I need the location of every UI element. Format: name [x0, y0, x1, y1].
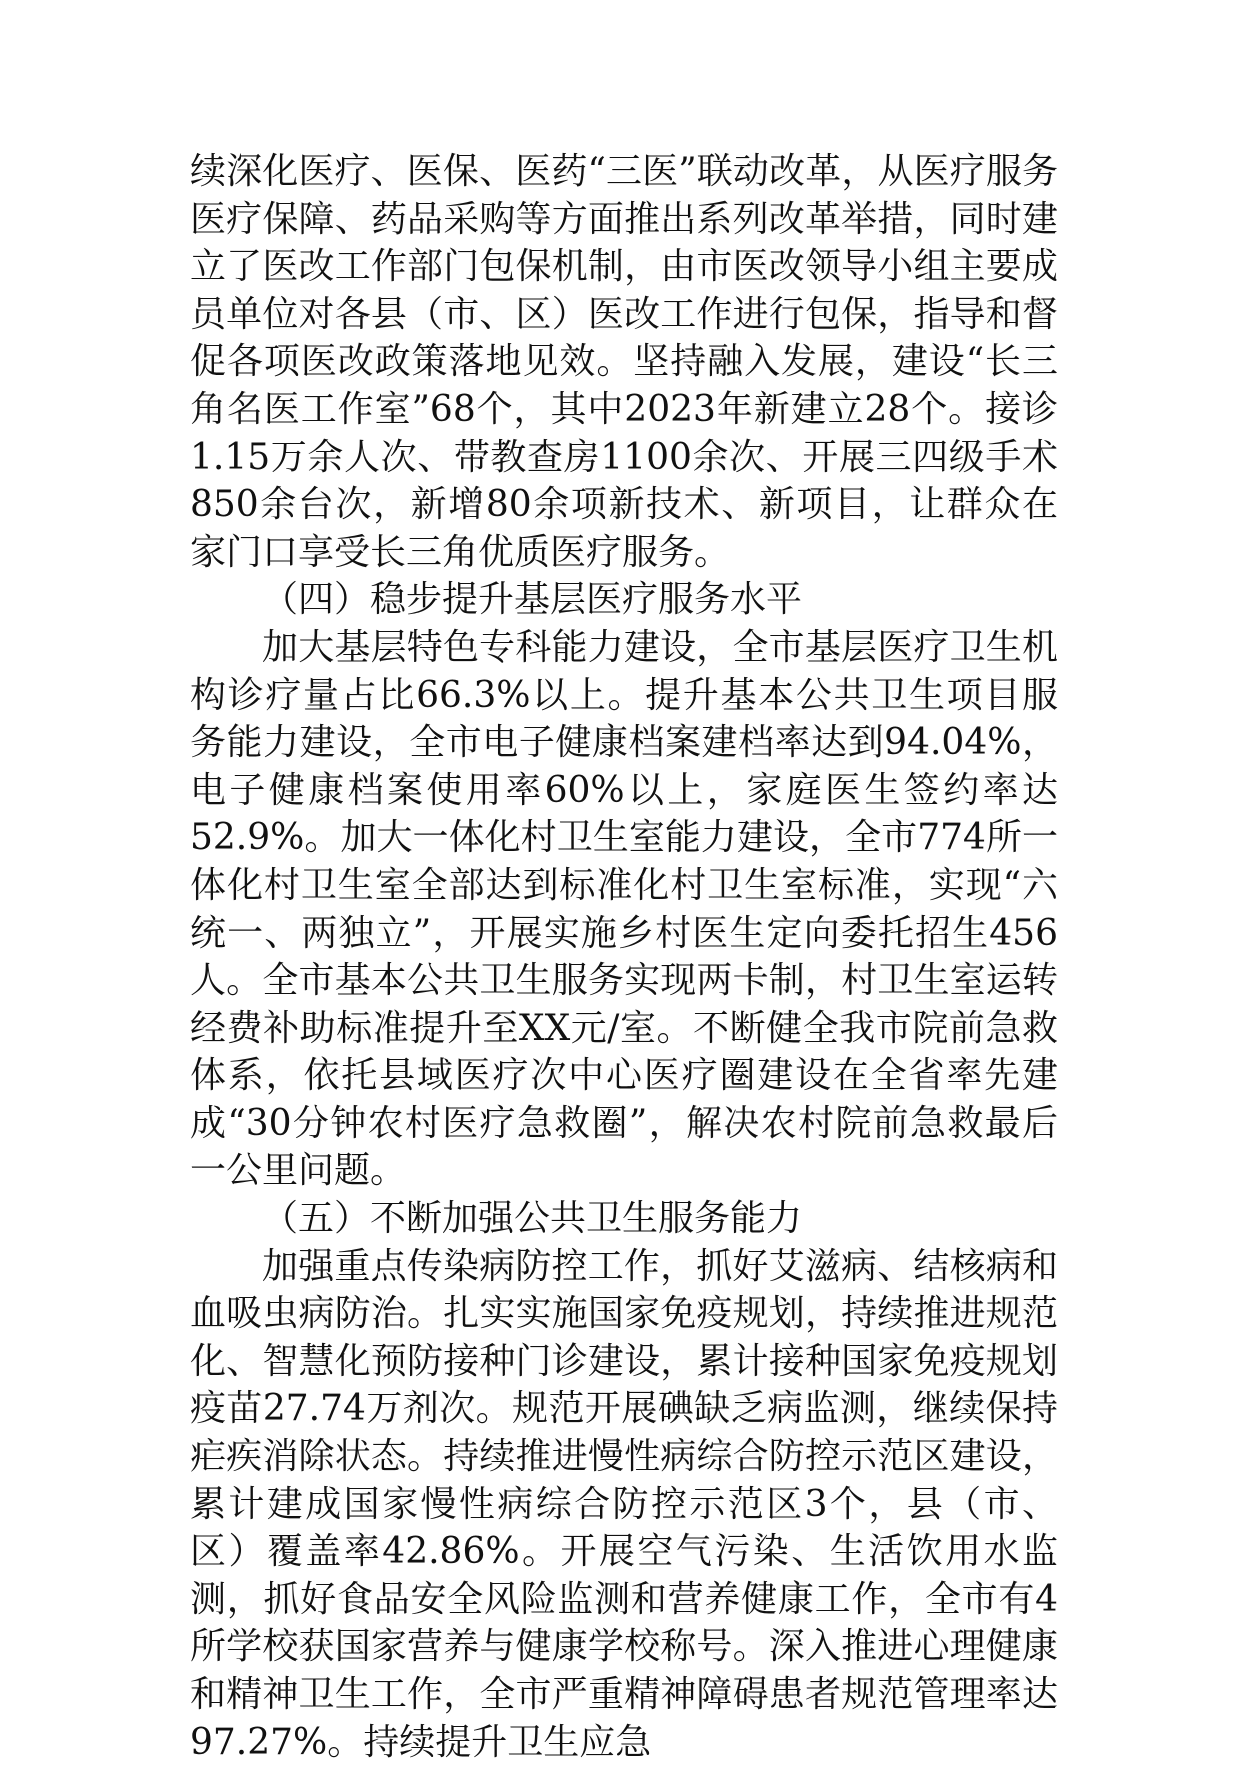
- section-heading-4: （四）稳步提升基层医疗服务水平: [262, 579, 803, 621]
- document-page: [190, 148, 1058, 1766]
- body-paragraph-2: 加大基层特色专科能力建设，全市基层医疗卫生机构诊疗量占比66.3%以上。提升基本公共卫生项目服务能力建设，全市电子健康档案建档率达到94.04%，电子健康档案使用率60%以上，家庭医生签约率达52.9%。加大一体化村卫生室能力建设，全市774所一体化村卫生室全部达到标准化村卫生室标准，实现“六统一、两独立”，开展实施乡村医生定向委托招生456人。全市基本公共卫生服务实现两卡制，村卫生室运转经费补助标准提升至XX元/室。不断健全我市院前急救体系，依托县域医疗次中心医疗圈建设在全省率先建成“30分钟农村医疗急救圈”，解决农村院前急救最后一公里问题。: [190, 626, 1058, 1192]
- section-heading-5: （五）不断加强公共卫生服务能力: [262, 1198, 803, 1240]
- body-paragraph-1: 续深化医疗、医保、医药“三医”联动改革，从医疗服务医疗保障、药品采购等方面推出系列改革举措，同时建立了医改工作部门包保机制，由市医改领导小组主要成员单位对各县（市、区）医改工作进行包保，指导和督促各项医改政策落地见效。坚持融入发展，建设“长三角名医工作室”68个，其中2023年新建立28个。接诊1.15万余人次、带教查房1100余次、开展三四级手术850余台次，新增80余项新技术、新项目，让群众在家门口享受长三角优质医疗服务。: [190, 151, 1058, 573]
- body-paragraph-3: 加强重点传染病防控工作，抓好艾滋病、结核病和血吸虫病防治。扎实实施国家免疫规划，持续推进规范化、智慧化预防接种门诊建设，累计接种国家免疫规划疫苗27.74万剂次。规范开展碘缺乏病监测，继续保持疟疾消除状态。持续推进慢性病综合防控示范区建设，累计建成国家慢性病综合防控示范区3个，县（市、区）覆盖率42.86%。开展空气污染、生活饮用水监测，抓好食品安全风险监测和营养健康工作，全市有4所学校获国家营养与健康学校称号。深入推进心理健康和精神卫生工作，全市严重精神障碍患者规范管理率达97.27%。持续提升卫生应急: [190, 1245, 1058, 1763]
